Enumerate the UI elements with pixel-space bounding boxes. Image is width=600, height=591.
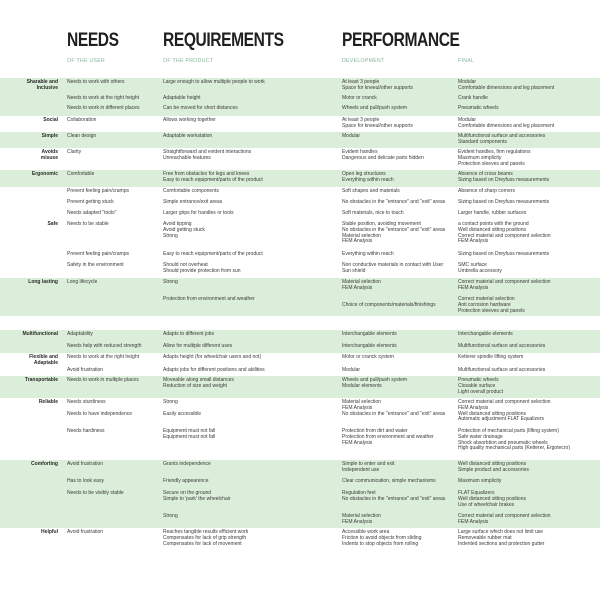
requirement-cell: Moveable along small distances Reduction of size and weight <box>163 377 234 389</box>
need-cell: Needs to work in multiple places <box>67 377 139 383</box>
table-row <box>0 528 600 554</box>
development-cell: Accessible work area Friction to avoid objects from sliding Indents to stop objects from rolling <box>342 529 422 547</box>
table-row <box>0 353 600 366</box>
final-cell: Multifunctional surface and accessories <box>458 343 546 349</box>
category-label: Comforting <box>31 461 58 467</box>
development-cell: Interchangable elements <box>342 343 397 349</box>
table-row <box>0 366 600 376</box>
development-cell: Motor or cranck system <box>342 354 394 360</box>
requirement-cell: Grants independence Friendly appearence Secure on the ground Simple to 'park' the wheelchair Strong <box>163 461 231 520</box>
category-label: Long lasting <box>28 279 58 285</box>
table-row <box>0 278 600 316</box>
requirement-cell: Easy to reach equipment/parts of the product <box>163 251 263 257</box>
requirement-cell: Should not overheat Should provide protection from sun <box>163 262 241 274</box>
development-cell: At least 3 people Space for kneeul/other supports <box>342 79 413 91</box>
needs-heading: NEEDS <box>67 30 119 51</box>
development-cell: Simple to enter and exit Independent use Clear communication, simple mechanisms Regulation feet No obstacles in the "entrance" and "exit" areas Material selection FEM Analysis <box>342 461 446 525</box>
requirement-cell: Allow for multiple different uses <box>163 343 233 349</box>
development-cell: Open leg structures Everything within reach <box>342 171 394 183</box>
development-cell: At least 3 people Space for kneeul/other supports <box>342 117 413 129</box>
table-row <box>0 198 600 209</box>
table-row <box>0 220 600 250</box>
development-cell: Material selection FEM Analysis Choice of components/materials/finishings <box>342 279 436 309</box>
need-cell: Adaptability <box>67 331 93 337</box>
table-row <box>0 330 600 342</box>
category-label: Transportable <box>24 377 58 383</box>
need-cell: Avoid frustration <box>67 367 104 373</box>
development-cell: Wheels and pull/push system Modular elements <box>342 377 408 389</box>
table-row <box>0 104 600 116</box>
need-cell: Comfortable <box>67 171 95 177</box>
development-cell: Soft materials, nice to touch <box>342 210 404 216</box>
final-cell: Correct material and component selection FEM Analysis Correct material selection Anti corrosion hardware Protection sleeves and panels <box>458 279 551 314</box>
final-cell: a contact points with the ground Well distanced sitting positions Correct material and component selection FEM Analysis <box>458 221 551 245</box>
need-cell: Safety in the environment <box>67 262 124 268</box>
table-row <box>0 116 600 132</box>
table-row <box>0 170 600 187</box>
category-label: Multifunctional <box>22 331 58 337</box>
final-cell: Larger handle, rubber surfaces <box>458 210 527 216</box>
requirement-cell: Straightforward and evident interactions Unreachable features <box>163 149 252 161</box>
need-cell: Prevent feeling pain/cramps <box>67 251 129 257</box>
requirement-cell: Avoid tipping Avoid getting stuck Strong <box>163 221 205 239</box>
requirement-cell: Free from obstacles for legs and knees Easy to reach equipment/parts of the product <box>163 171 263 183</box>
table-row <box>0 209 600 220</box>
need-cell: Needs adapted "tools" <box>67 210 117 216</box>
development-cell: Stable position, avoiding movement No obstacles in the "entrance" and "exit" areas Material selection FEM Analysis <box>342 221 446 245</box>
need-cell: Needs to work with others <box>67 79 125 85</box>
category-label: Social <box>43 117 58 123</box>
development-cell: Soft shapes and materials <box>342 188 400 194</box>
table-row <box>0 460 600 528</box>
need-cell: Needs help with reduced strength <box>67 343 142 349</box>
final-subheading: FINAL <box>458 58 475 64</box>
development-cell: Wheels and pull/push system <box>342 105 408 111</box>
requirement-cell: Allows working together <box>163 117 216 123</box>
development-cell: Interchangable elements <box>342 331 397 337</box>
requirement-cell: Strong Protection from environment and weather <box>163 279 255 303</box>
performance-heading: PERFORMANCE <box>342 30 460 51</box>
development-cell: Modular <box>342 367 361 373</box>
need-cell: Needs to work at the right height <box>67 354 139 360</box>
final-cell: Absence of sharp corners <box>458 188 515 194</box>
final-cell: Interchangable elements <box>458 331 513 337</box>
category-label: Reliable <box>38 399 58 405</box>
development-cell: Non conductive materials in contact with User Sun shield <box>342 262 444 274</box>
category-label: Safe <box>47 221 58 227</box>
final-cell: Modular Comfortable dimensions and leg placement <box>458 79 555 91</box>
need-cell: Needs to be stable <box>67 221 109 227</box>
final-cell: Crank handle <box>458 95 488 101</box>
table-row <box>0 261 600 278</box>
development-cell: Material selection FEM Analysis No obstacles in the "entrance" and "exit" areas Protection from dirt and water Protection from environment and weather FEM Analysis <box>342 399 446 446</box>
final-cell: Pneumatic wheels Closable surface Light overall product <box>458 377 504 395</box>
requirements-subheading: OF THE PRODUCT <box>163 58 214 64</box>
need-cell: Needs to work in different places <box>67 105 140 111</box>
development-subheading: DEVELOPMENT <box>342 58 385 64</box>
final-cell: Multifunctional surface and accessories <box>458 367 546 373</box>
final-cell: Sizing based on Dreyfuss measurements <box>458 199 550 205</box>
requirements-heading: REQUIREMENTS <box>163 30 284 51</box>
requirement-cell: Larger grips for handles or tools <box>163 210 234 216</box>
requirement-cell: Adapts jobs for different positions and abilities <box>163 367 265 373</box>
need-cell: Clean design <box>67 133 97 139</box>
requirement-cell: Can be moved for short distances <box>163 105 238 111</box>
category-label: Sharable and Inclusive <box>26 79 58 91</box>
category-label: Avoids misuse <box>40 149 58 161</box>
final-cell: Modular Comfortable dimensions and leg placement <box>458 117 555 129</box>
table-row <box>0 132 600 148</box>
development-cell: Evident handles Dangerous and delicate parts hidden <box>342 149 424 161</box>
final-cell: Well distanced sitting positions Simple product and accessories Maximum simplicity FLAT Equalizers Well distanced sitting positions Use of wheelchair brakes Correct material and component selection FEM Analysis <box>458 461 551 525</box>
table-row <box>0 250 600 261</box>
requirement-cell: Strong Easily accessible Equipment must not fall Equipment must not fall <box>163 399 216 440</box>
final-cell: Sizing based on Dreyfuss measurements <box>458 251 550 257</box>
need-cell: Needs to work at the right height <box>67 95 139 101</box>
need-cell: Prevent feeling pain/cramps <box>67 188 129 194</box>
development-cell: Modular <box>342 133 361 139</box>
development-cell: No obstacles in the "entrance" and "exit" areas <box>342 199 446 205</box>
final-cell: Multifunctional surface and accessories Standard components <box>458 133 546 145</box>
need-cell: Avoid frustration Has to look easy Needs to be visibly stable <box>67 461 124 496</box>
requirement-cell: Adapts height (for wheelchair users and not) <box>163 354 262 360</box>
final-cell: Ketterer spindle lifting system <box>458 354 524 360</box>
requirement-cell: Simple entrance/exit areas <box>163 199 223 205</box>
need-cell: Long lifecycle <box>67 279 98 285</box>
category-label: Flexible and Adaptable <box>29 354 58 366</box>
need-cell: Clarity <box>67 149 82 155</box>
development-cell: Motor or cranck <box>342 95 377 101</box>
requirement-cell: Comfortable components <box>163 188 219 194</box>
table-row <box>0 398 600 460</box>
requirement-cell: Large enough to allow multiple people to work <box>163 79 265 85</box>
final-cell: Evident handles, firm regulations Maximum simplicity Protection sleeves and panels <box>458 149 531 167</box>
need-cell: Prevent getting stuck <box>67 199 114 205</box>
final-cell: Pneumatic wheels <box>458 105 499 111</box>
need-cell: Needs sturdiness Needs to have independence Needs hardiness <box>67 399 133 434</box>
final-cell: Large surface which does not limit use Removeable rubber mat Indented sections and protection gutter <box>458 529 545 547</box>
requirement-cell: Reaches tangible results efficient work Compensates for lack of grip strength Compensates for lack of movement <box>163 529 249 547</box>
table-row <box>0 342 600 353</box>
needs-subheading: OF THE USER <box>67 58 106 64</box>
category-label: Simple <box>41 133 58 139</box>
category-label: Ergonomic <box>31 171 58 177</box>
table-row <box>0 78 600 94</box>
final-cell: SMC surface Umbrella accessory <box>458 262 502 274</box>
final-cell: Correct material and component selection FEM Analysis Well distanced sitting positions Automatic adjustment FLAT Equalizers Protection of mechanical parts (lifting system) Safe water drainage Shock absorbtion and pneumatic wheels High quality mechanical parts (Ketterer, Ergotecro) <box>458 399 570 452</box>
requirement-cell: Adapts to different jobs <box>163 331 215 337</box>
category-label: Helpful <box>41 529 58 535</box>
need-cell: Collaboration <box>67 117 97 123</box>
table-row <box>0 94 600 104</box>
requirement-cell: Adaptable height <box>163 95 201 101</box>
table-row <box>0 187 600 198</box>
table-row <box>0 148 600 170</box>
requirement-cell: Adaptable workstation <box>163 133 213 139</box>
need-cell: Avoid frustration <box>67 529 104 535</box>
table-row <box>0 376 600 398</box>
final-cell: Absence of cross beams Sizing based on Dreyfuss measurements <box>458 171 550 183</box>
development-cell: Everything within reach <box>342 251 394 257</box>
